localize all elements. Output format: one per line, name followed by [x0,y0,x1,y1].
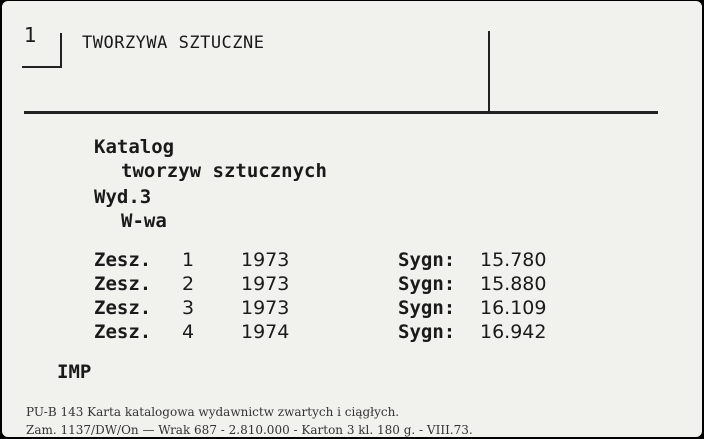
title-line-1: Katalog [94,136,175,158]
heading-rule [24,111,658,114]
place-line: W-wa [121,210,167,232]
footer-form-line: PU-B 143 Karta katalogowa wydawnictw zwartych i ciągłych. [26,405,400,419]
card-heading: TWORZYWA SZTUCZNE [82,33,265,53]
volume-number: 2 [182,273,195,295]
sygn-label: Sygn: [398,249,456,271]
sygn-value: 15.880 [480,273,547,295]
volume-year: 1973 [241,249,290,271]
sygn-value: 16.942 [480,321,547,343]
volume-number: 4 [182,321,195,343]
sygn-label: Sygn: [398,297,456,319]
volume-year: 1973 [241,297,290,319]
edition-line: Wyd.3 [94,186,152,208]
volume-year: 1973 [241,273,290,295]
catalog-card [2,1,702,437]
volume-label: Zesz. [94,321,152,343]
sygn-label: Sygn: [398,273,456,295]
volume-number: 1 [182,249,195,271]
sygn-label: Sygn: [398,321,456,343]
volume-label: Zesz. [94,297,152,319]
volume-label: Zesz. [94,249,152,271]
column-divider [488,31,490,111]
corner-bracket-vertical [60,33,62,67]
volume-label: Zesz. [94,273,152,295]
card-number: 1 [24,23,37,47]
sygn-value: 15.780 [480,249,547,271]
title-line-2: tworzyw sztucznych [121,160,327,182]
volume-year: 1974 [241,321,290,343]
sygn-value: 16.109 [480,297,547,319]
footer-print-line: Zam. 1137/DW/On — Wrak 687 - 2.810.000 - Karton 3 kl. 180 g. - VIII.73. [26,423,473,437]
publisher-abbrev: IMP [57,361,92,383]
volume-number: 3 [182,297,195,319]
corner-bracket-horizontal [22,66,62,68]
